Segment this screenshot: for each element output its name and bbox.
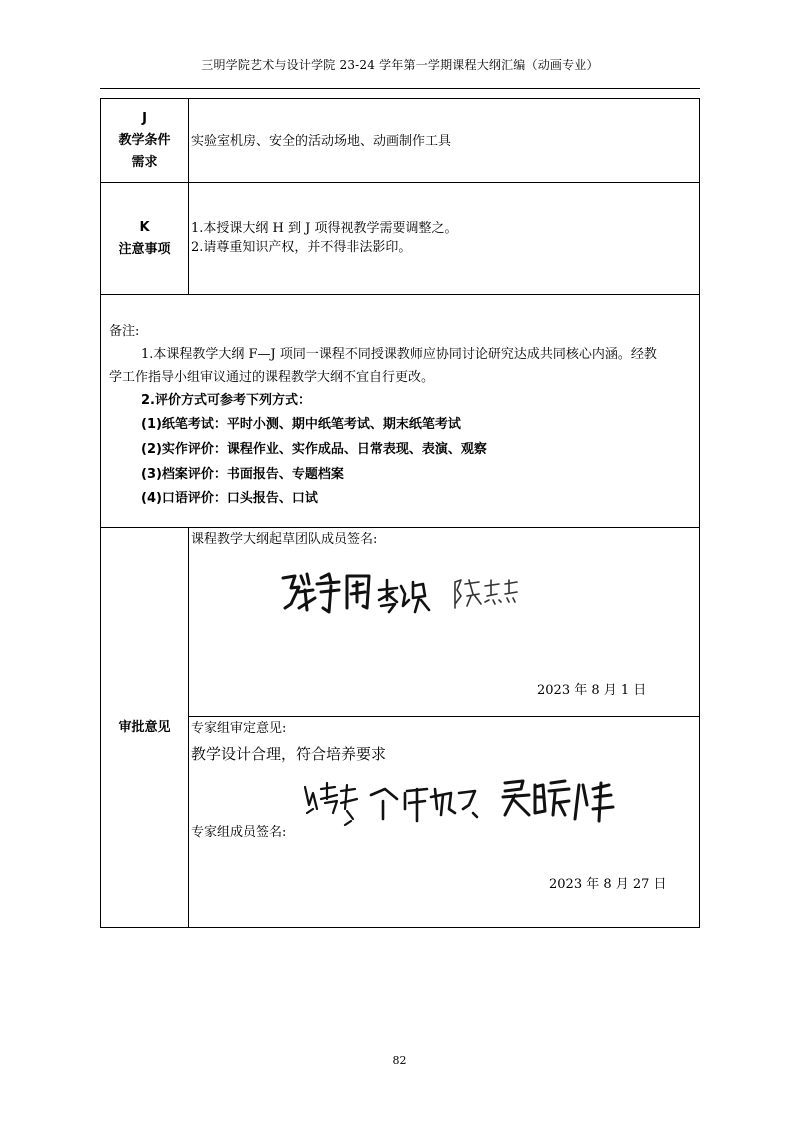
page-number: 82 [392, 1054, 407, 1067]
row-k-label: 注意事项 [118, 241, 171, 257]
drafting-title: 课程教学大纲起草团队成员签名: [191, 532, 378, 547]
row-k-content-cell [188, 182, 700, 295]
notes-method-3: (3)档案评价：书面报告、专题档案 [141, 467, 344, 482]
notes-title: 备注: [109, 324, 140, 339]
expert-date: 2023 年 8 月 27 日 [549, 877, 667, 892]
notes-methods-title: 2.评价方式可参考下列方式： [141, 393, 311, 408]
notes-method-1: (1)纸笔考试：平时小测、期中纸笔考试、期末纸笔考试 [141, 417, 461, 432]
drafting-signature-3 [451, 574, 521, 614]
notes-method-2: (2)实作评价：课程作业、实作成品、日常表现、表演、观察 [141, 442, 487, 457]
drafting-cell [188, 527, 700, 717]
row-k-code: K [139, 219, 150, 235]
expert-signature-1 [301, 779, 361, 829]
notes-para1-line1: 1.本课程教学大纲 F—J 项同一课程不同授课教师应协同讨论研究达成共同核心内涵。经教 [141, 347, 657, 362]
row-j-label-cell [100, 98, 189, 183]
expert-title: 专家组审定意见: [191, 721, 287, 736]
expert-cell [188, 716, 700, 928]
row-k-item-2: 2.请尊重知识产权，并不得非法影印。 [191, 240, 412, 255]
drafting-signature-1 [277, 568, 377, 618]
expert-signature-2 [365, 779, 485, 829]
notes-method-4: (4)口语评价：口头报告、口试 [141, 491, 318, 506]
row-j-label-line2: 需求 [131, 154, 158, 170]
row-j-label-line1: 教学条件 [118, 132, 171, 148]
drafting-date: 2023 年 8 月 1 日 [537, 683, 647, 698]
drafting-signature-2 [375, 576, 435, 616]
page-header: 三明学院艺术与设计学院 23-24 学年第一学期课程大纲汇编（动画专业） [201, 58, 599, 72]
notes-cell [100, 294, 700, 528]
row-j-content-cell [188, 98, 700, 183]
notes-para1-line2: 学工作指导小组审议通过的课程教学大纲不宜自行更改。 [109, 370, 435, 385]
row-j-code: J [142, 110, 147, 126]
expert-opinion: 教学设计合理，符合培养要求 [191, 745, 387, 763]
expert-signature-3 [499, 775, 619, 831]
approval-label-cell [100, 527, 189, 928]
row-k-item-1: 1.本授课大纲 H 到 J 项得视教学需要调整之。 [191, 221, 458, 236]
row-k-label-cell [100, 182, 189, 295]
approval-label: 审批意见 [118, 719, 171, 735]
header-rule [100, 88, 700, 89]
expert-sign-label: 专家组成员签名: [191, 825, 287, 840]
row-j-content: 实验室机房、安全的活动场地、动画制作工具 [191, 134, 452, 149]
